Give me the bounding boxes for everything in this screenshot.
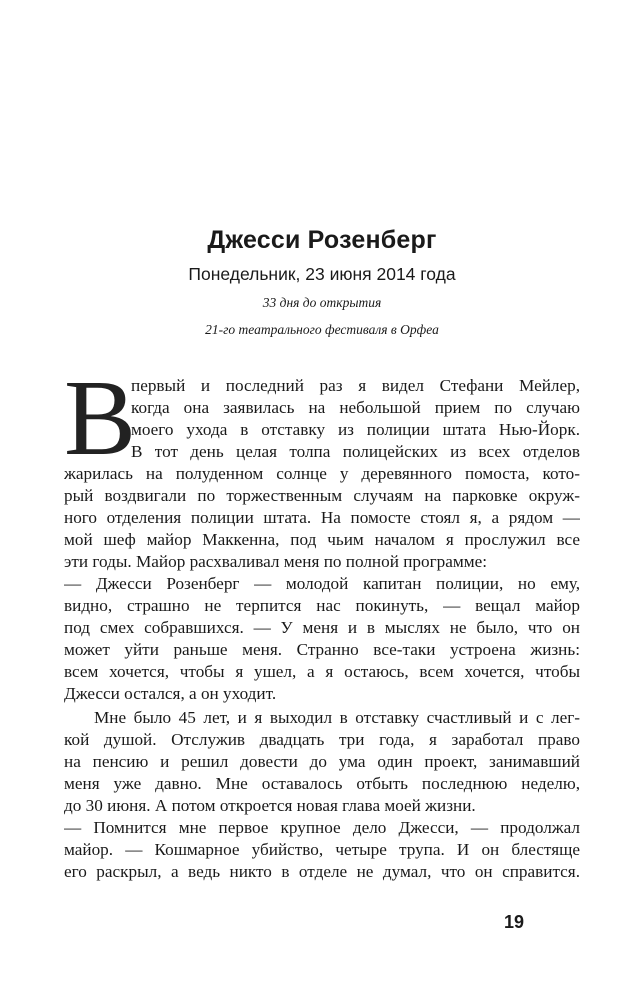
text-line: мой шеф майор Маккенна, под чьим началом я прослужил все [64, 530, 580, 549]
countdown-line-1: 33 дня до открытия [262, 295, 382, 310]
text-line: кой душой. Отслужив двадцать три года, я заработал право [64, 730, 580, 749]
text-line: Джесси остался, а он уходит. [64, 684, 277, 703]
chapter-date: Понедельник, 23 июня 2014 года [188, 264, 456, 284]
text-line: жарилась на полуденном солнце у деревянного помоста, кото- [64, 464, 580, 483]
text-line: под смех собравшихся. — У меня и в мыслях не было, что он [64, 618, 580, 637]
text-line: когда она заявилась на небольшой прием по случаю [131, 398, 580, 417]
chapter-title: Джесси Розенберг [207, 226, 437, 254]
text-line: моего ухода в отставку из полиции штата Нью-Йорк. [131, 420, 580, 439]
text-line: меня уже давно. Мне оставалось отбыть последнюю неделю, [64, 774, 580, 793]
text-line: всем хочется, чтобы я ушел, а я остаюсь, всем хочется, чтобы [64, 662, 580, 681]
text-line: — Помнится мне первое крупное дело Джесси, — продолжал [64, 818, 580, 837]
text-line: видно, страшно не терпится нас покинуть, — вещал майор [64, 596, 580, 615]
text-line: первый и последний раз я видел Стефани Мейлер, [131, 376, 580, 395]
text-line: В тот день целая толпа полицейских из всех отделов [131, 442, 580, 461]
drop-cap: В [64, 359, 137, 478]
text-line: до 30 июня. А потом откроется новая глава моей жизни. [64, 796, 476, 815]
text-line: эти годы. Майор расхваливал меня по полной программе: [64, 552, 488, 571]
text-line: майор. — Кошмарное убийство, четыре трупа. И он блестяще [64, 840, 580, 859]
text-line: может уйти раньше меня. Странно все-таки устроена жизнь: [64, 640, 580, 659]
text-line: — Джесси Розенберг — молодой капитан полиции, но ему, [64, 574, 580, 593]
countdown-line-2: 21-го театрального фестиваля в Орфеа [205, 322, 439, 337]
page-number: 19 [503, 912, 524, 932]
text-line: рый воздвигали по торжественным случаям на парковке окруж- [64, 486, 580, 505]
text-line: ного отделения полиции штата. На помосте стоял я, а рядом — [64, 508, 580, 527]
text-line: его раскрыл, а ведь никто в отделе не думал, что он справится. [64, 862, 580, 881]
text-line: на пенсию и решил довести до ума один проект, занимавший [64, 752, 580, 771]
text-line: Мне было 45 лет, и я выходил в отставку счастливый и с лег- [94, 708, 580, 727]
